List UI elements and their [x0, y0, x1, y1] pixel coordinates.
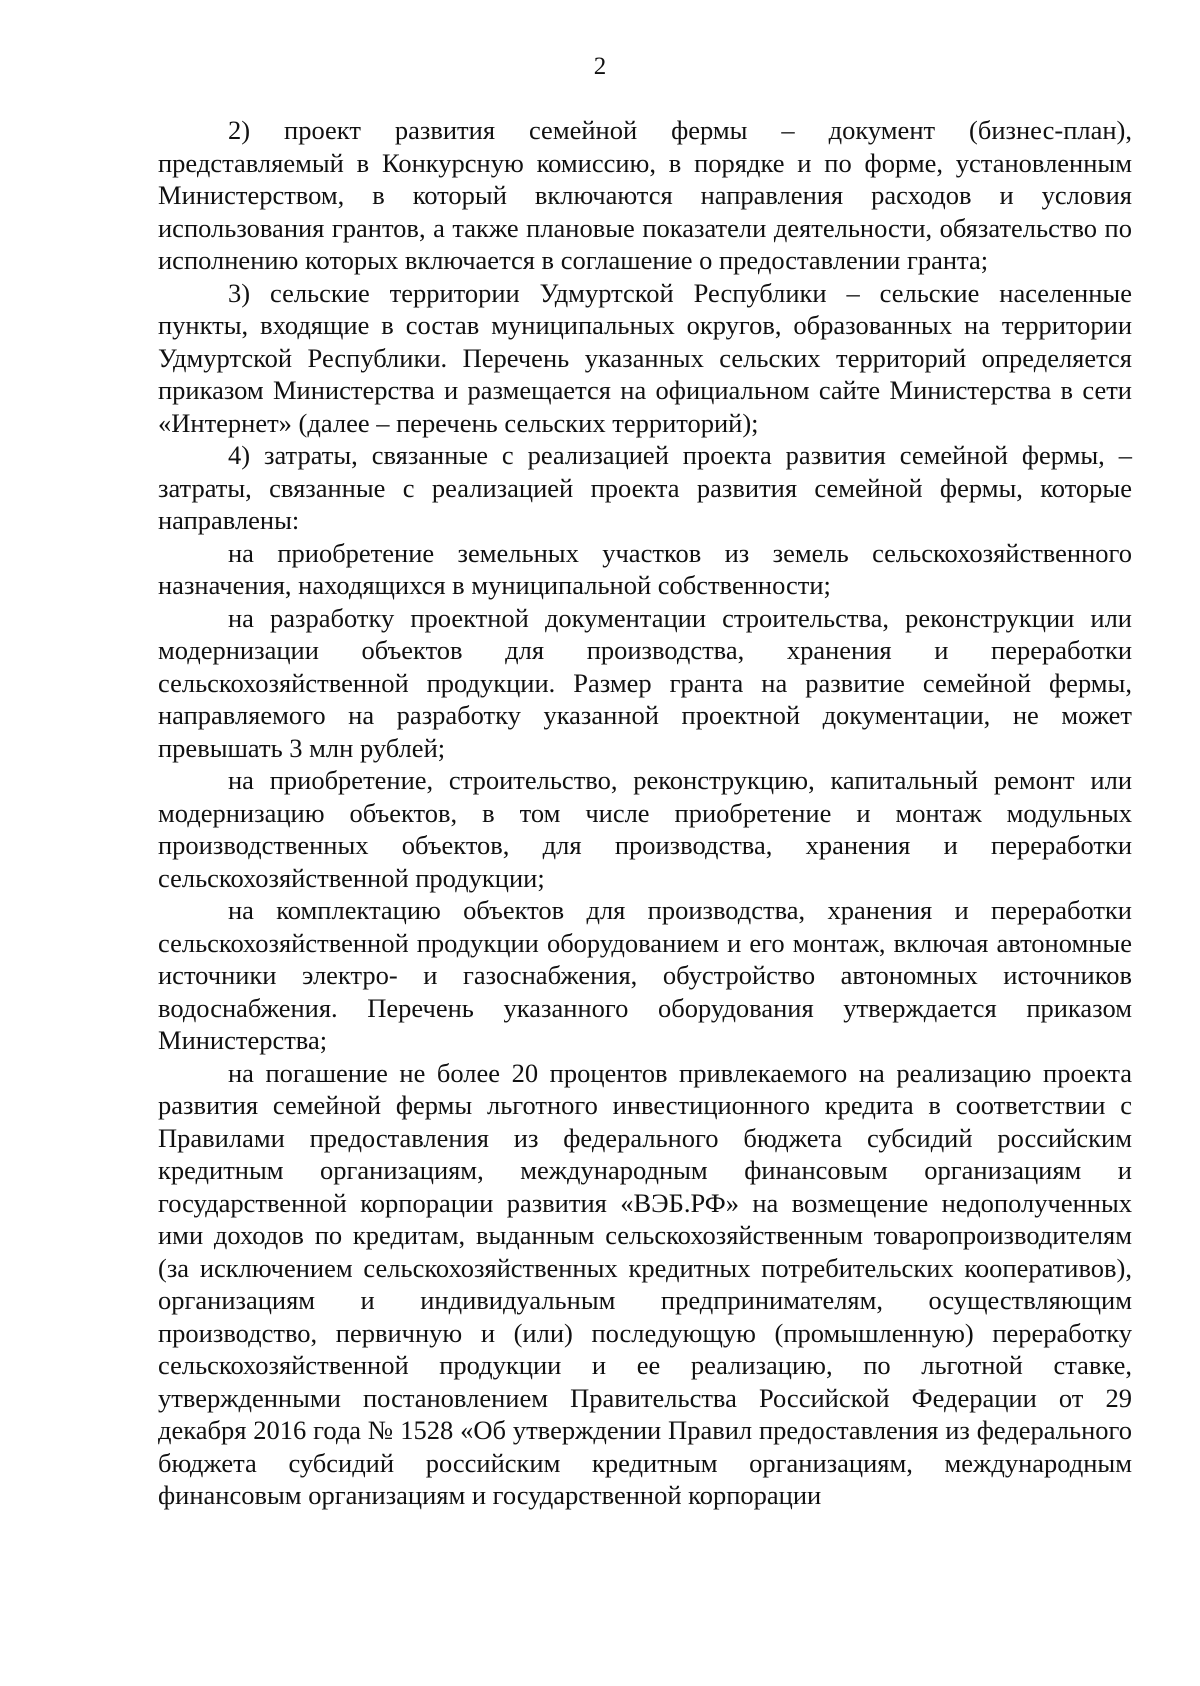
paragraph-construction: на приобретение, строительство, реконструкцию, капитальный ремонт или модернизацию объектов, в том числе приобретение и монтаж модульных производственных объектов, для производства, хранения и переработки сельскохозяйственной продукции; [158, 765, 1132, 893]
paragraph-project-documentation: на разработку проектной документации строительства, реконструкции или модернизации объектов для производства, хранения и переработки сельскохозяйственной продукции. Размер гранта на развитие семейной фермы, направляемого на разработку указанной проектной документации, не может превышать 3 млн рублей; [158, 602, 1132, 763]
paragraph-item-3-rural-territories: 3) сельские территории Удмуртской Республики – сельские населенные пункты, входящие в состав муниципальных округов, образованных на территории Удмуртской Республики. Перечень указанных сельских территорий определяется приказом Министерства и размещается на официальном сайте Министерства в сети «Интернет» (далее – перечень сельских территорий); [158, 277, 1132, 438]
paragraph-item-2-family-farm-project: 2) проект развития семейной фермы – документ (бизнес-план), представляемый в Конкурсную комиссию, в порядке и по форме, установленным Министерством, в который включаются направления расходов и условия использования грантов, а также плановые показатели деятельности, обязательство по исполнению которых включается в соглашение о предоставлении гранта; [158, 115, 1132, 275]
document-body [158, 114, 1132, 1512]
paragraph-land-acquisition: на приобретение земельных участков из земель сельскохозяйственного назначения, находящихся в муниципальной собственности; [158, 537, 1132, 600]
paragraph-item-4-costs: 4) затраты, связанные с реализацией проекта развития семейной фермы, – затраты, связанные с реализацией проекта развития семейной фермы, которые направлены: [158, 440, 1132, 535]
paragraph-credit-repayment: на погашение не более 20 процентов привлекаемого на реализацию проекта развития семейной фермы льготного инвестиционного кредита в соответствии с Правилами предоставления из федерального бюджета субсидий российским кредитным организациям, международным финансовым организациям и государственной корпорации развития «ВЭБ.РФ» на возмещение недополученных ими доходов по кредитам, выданным сельскохозяйственным товаропроизводителям (за исключением сельскохозяйственных кредитных потребительских кооперативов), организациям и индивидуальным предпринимателям, осуществляющим производство, первичную и (или) последующую (промышленную) переработку сельскохозяйственной продукции и ее реализацию, по льготной ставке, утвержденными постановлением Правительства Российской Федерации от 29 декабря 2016 года № 1528 «Об утверждении Правил предоставления из федерального бюджета субсидий российским кредитным организациям, международным финансовым организациям и государственной корпорации [158, 1057, 1132, 1510]
page-number: 2 [593, 53, 607, 80]
paragraph-equipment: на комплектацию объектов для производства, хранения и переработки сельскохозяйственной продукции оборудованием и его монтаж, включая автономные источники электро- и газоснабжения, обустройство автономных источников водоснабжения. Перечень указанного оборудования утверждается приказом Министерства; [158, 895, 1132, 1055]
